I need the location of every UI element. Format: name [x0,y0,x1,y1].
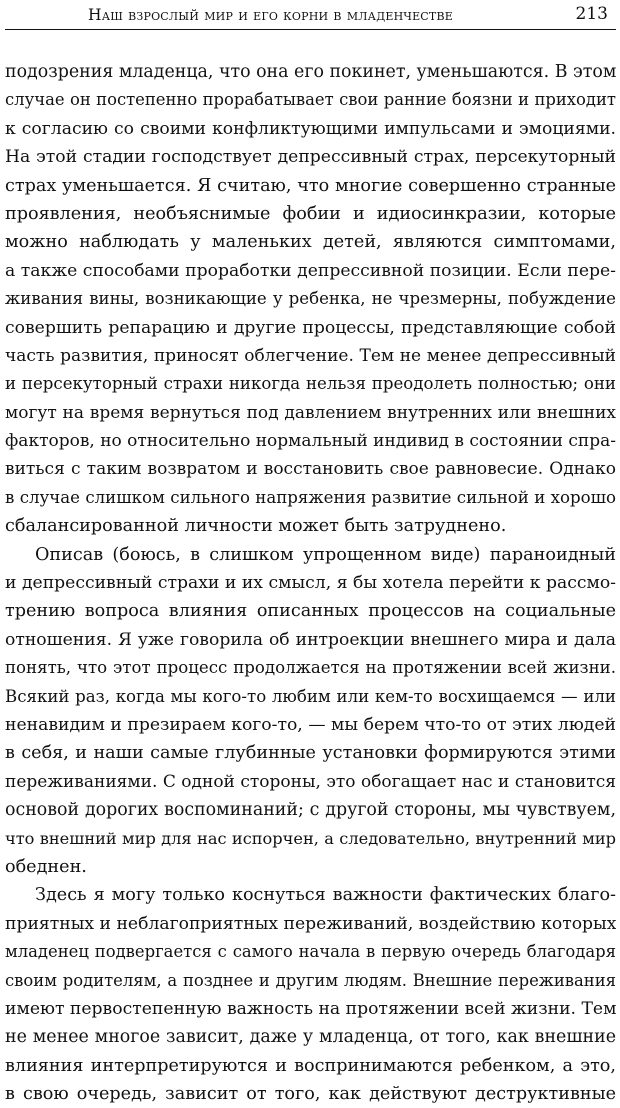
running-header [5,0,616,30]
text-line: случае он постепенно прорабатывает свои ранние боязни и приходит [5,90,616,110]
text-line: Описав (боюсь, в слишком упрощенном виде) параноидный [35,544,616,565]
text-line: не менее многое зависит, даже у младенца, от того, как внешние [5,1027,616,1048]
page-number: 213 [575,4,608,24]
text-line: в себя, и наши самые глубинные установки формируются этими [5,743,616,764]
text-line: На этой стадии господствует депрессивный страх, персекуторный [5,147,616,168]
text-line: могут на время вернуться под давлением внутренних или внешних [5,402,616,423]
text-line: отношения. Я уже говорила об интроекции внешнего мира и дала [5,629,616,650]
text-line: и депрессивный страхи и их смысл, я бы хотела перейти к рассмо- [5,573,616,594]
text-line: а также способами проработки депрессивной позиции. Если пере- [5,260,616,281]
paragraph-2 [5,541,616,882]
text-line: к согласию со своими конфликтующими импульсами и эмоциями. [5,118,616,139]
text-line: имеют первостепенную важность на протяжении всей жизни. Тем [5,998,616,1019]
text-line: страх уменьшается. Я считаю, что многие совершенно странные [5,175,616,196]
text-line: ненавидим и презираем кого-то, — мы берем что-то от этих людей [5,714,616,735]
text-line: обеднен. [5,856,87,877]
text-line: виться с таким возвратом и восстановить свое равновесие. Однако [5,459,616,480]
text-line: приятных и неблагоприятных переживаний, воздействию которых [5,913,616,934]
text-line: факторов, но относительно нормальный индивид в состоянии спра- [5,431,616,452]
text-line: и персекуторный страхи никогда нельзя преодолеть полностью; они [5,374,616,394]
paragraph-3 [5,881,616,1108]
text-line: Здесь я могу только коснуться важности фактических благо- [35,885,616,906]
text-line: подозрения младенца, что она его покинет, уменьшаются. В этом [5,62,616,82]
text-line: что внешний мир для нас испорчен, а следовательно, внутренний мир [5,828,616,848]
text-line: Всякий раз, когда мы кого-то любим или кем-то восхищаемся — или [5,686,616,706]
text-line: сбалансированной личности может быть затруднено. [5,516,507,537]
text-line: переживаниями. С одной стороны, это обогащает нас и становится [5,771,616,792]
text-line: понять, что этот процесс продолжается на протяжении всей жизни. [5,658,616,678]
body-text [5,58,616,1108]
text-line: младенец подвергается с самого начала в первую очередь благодаря [5,942,616,962]
text-line: основой дорогих воспоминаний; с другой стороны, мы чувствуем, [5,800,616,821]
text-line: влияния интерпретируются и воспринимаются ребенком, а это, [5,1055,616,1076]
text-line: часть развития, приносят облегчение. Тем не менее депрессивный [5,345,616,366]
running-title: Наш взрослый мир и его корни в младенчестве [88,6,453,24]
text-line: в свою очередь, зависит от того, как действуют деструктивные [5,1084,616,1105]
text-line: своим родителям, а позднее и другим людям. Внешние переживания [5,970,616,990]
text-line: трению вопроса влияния описанных процессов на социальные [5,601,616,622]
text-line: в случае слишком сильного напряжения развитие сильной и хорошо [5,487,616,507]
text-line: живания вины, возникающие у ребенка, не чрезмерны, побуждение [5,289,616,309]
text-line: проявления, необъяснимые фобии и идиосинкразии, которые [5,203,616,224]
text-line: совершить репарацию и другие процессы, представляющие собой [5,317,616,338]
text-line: можно наблюдать у маленьких детей, являются симптомами, [5,232,616,253]
paragraph-1 [5,58,616,541]
